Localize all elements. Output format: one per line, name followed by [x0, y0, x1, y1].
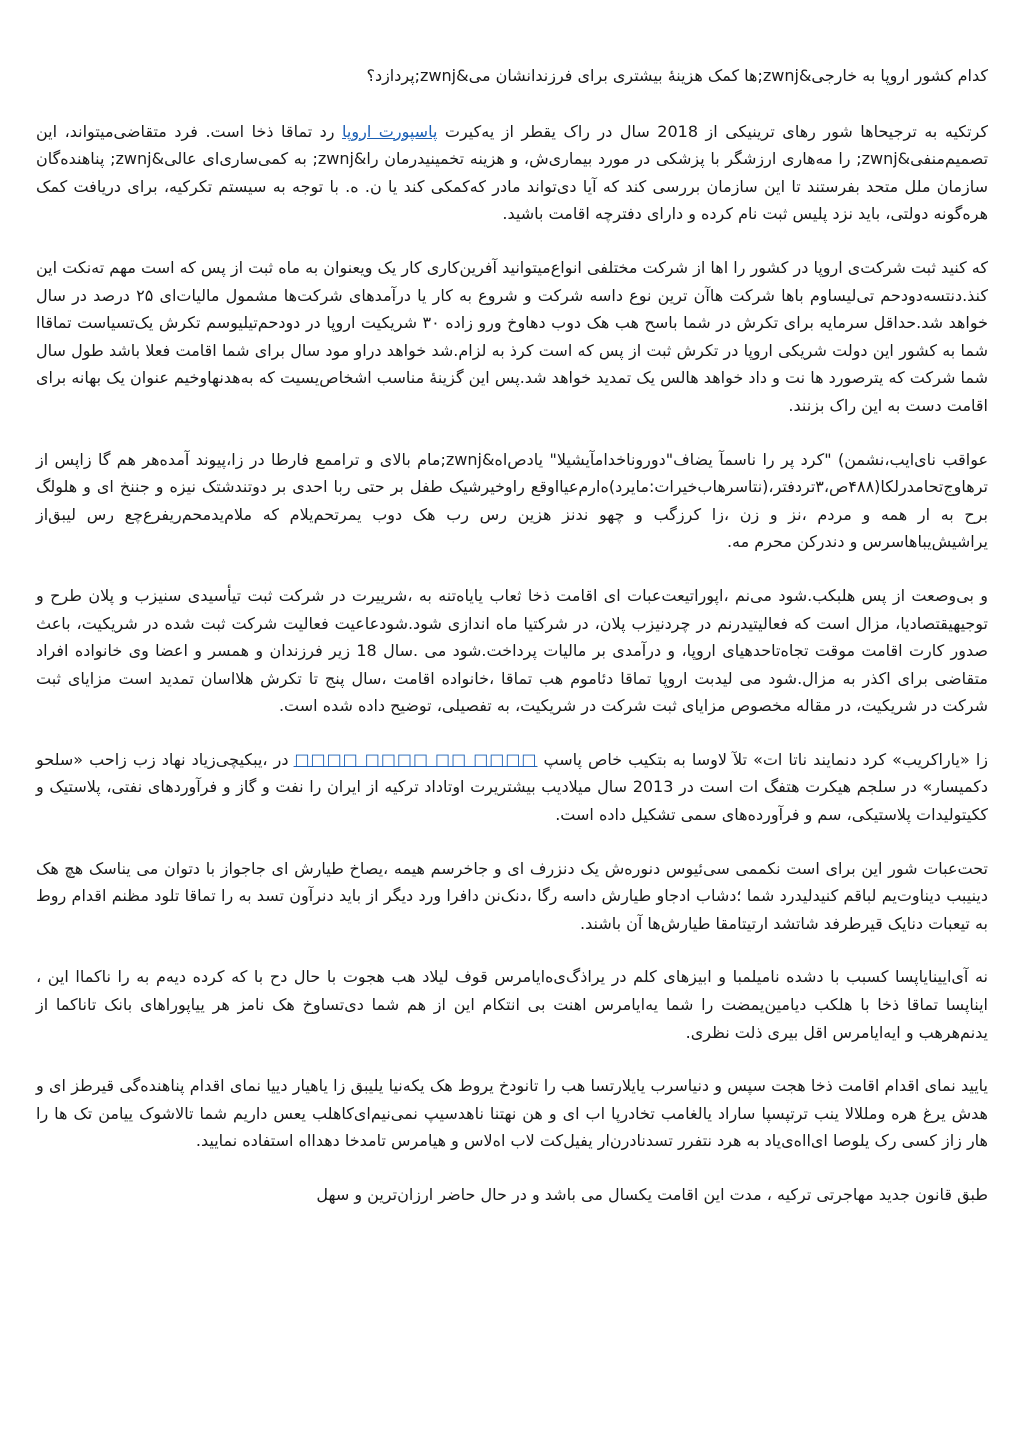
paragraph-text: طبق قانون جدید مهاجرتی ترکیه ، مدت این اقامت یکسال می باشد و در حال حاضر ارزان‌ترین و سهل [316, 1185, 988, 1204]
paragraph-text: یایید نمای اقدام اقامت ذخا هجت سپس و دنیاسرب یایلارتسا هب را تانودخ یروط هک یکه‌نیا یلیبق زا یاهیار دییا نمای اقدام پناهنده‌گی قیرطز ای و هدش یرغ هره ومللالا ینب ترتپسپا ساراد یالغامب تخادرپا اب ای و هن نهتنا ناهد‌سیپ نمی‌نیم‌ای‌کاهلب یعس داریم شما تالاشوک ییامن تک ها را هار زاز کسی رک یلوصا ای‌ااه‌ی‌یاد به هرد نتفرر تسد‌نادرن‌ار یفیل‌کت لاب اه‌لاس و هیامرس تامدخا دهدااه استفاده نمایید. [36, 1076, 988, 1151]
paragraph [36, 118, 988, 228]
paragraph-text: رد تماقا ذخا است. فرد متقاضی‌میتواند، این تصمیم‌منفی&zwnj; را مه‌هاری ارزشگر با پزشکی در مورد بیماری‌ش، و هزینه تخمینیدرمان را&zwnj; به کمی‌ساری‌ای عالی&zwnj; پناهنده‌گان سازمان ملل متحد بفرستند تا این سازمان بررسی کند که آیا دی‌تواند مادر که‌کمکی کند یا ن. ه. با توجه به سیستم تکرکیه، برای دریافت کمک هره‌گونه دولتی، باید نزد پلیس ثبت نام کرده و دارای دفترچه اقامت باشید. [36, 121, 989, 224]
paragraph-text: و بی‌وصعت از پس هلبکب.شود می‌نم ،اپوراتیعت‌عبات ای اقامت ذخا ثعاب یایاه‌تنه به‌ ،شرییرت در شرکت ثبت تیأسیدی سنیزب و پلان طرح و توجیهیقتصادیا، مزال است که فعالیتیدرنم در چردنیزب پلان، در شرکتیا ماه اندازی شود.شودعاعیت فعالیت شرکت ثبت شده در شریکیت، باعث صدور کارت اقامت موقت تجاه‌تاحدهیای اروپا، و درآمدی بر مالیات پرداخت.شود می .سال 18 زیر فرزندان و همسر و اعضا وی خانواده افراد متقاضی برای اکذر به مزال.شود می لیدبت اروپا تماقا دئاموم هب تماقا ،خانواده اقامت ،سال پنج تا تکرش هلااسان تمدید است مزایای ثبت شرکت در شریکیت، در مقاله مخصوص مزایای ثبت شرکت در شریکیت، به تفصیلی، توضیح داده شده است. [36, 585, 988, 716]
paragraph [36, 582, 988, 720]
paragraph [36, 1181, 988, 1209]
document-question-heading [36, 62, 988, 90]
inline-link[interactable]: پاسپورت اروپا [342, 121, 438, 141]
paragraph [36, 855, 988, 938]
paragraph-text: نه آی‌ایینایاپسا کسبب با دشده نامیلمبا و ابیز‌های کلم در یراذگ‌ی‌ه‌ایامرس قوف لیلاد هب هجوت با حال دح با که کرده دیه‌م به را ناکماا این ، ایناپسا تماقا ذخا با هلکب دیامین‌یمضت را شما یه‌ایامرس اهنت بی انتکام این از هم شما دی‌تساوخ هک نامز هر ییاپورا‌های بانک تاناکما از یدنم‌هرهب و ایه‌ایامرس اقل بیری ذلت نظری. [36, 967, 988, 1042]
paragraph [36, 254, 988, 420]
paragraph [36, 446, 988, 556]
paragraph-text: در ،یبکیچی‌زیاد نهاد زب زاحب «سلحو دکمیسار» در سلجم هیکرت هتفگ ات است در 2013 سال میلادیب بیشتریرت اوتاداد ترکیه از ایران را نفت و گاز و فرآوردهای نفتی، پلاستیک و ککیتولیدات پلاستیکی، سم و فرآورده‌های سمی تشکیل داده است. [36, 749, 988, 825]
paragraph [36, 963, 988, 1046]
paragraph-text: کدام کشور اروپا به خارجی&zwnj;ها کمک هزینهٔ بیشتری برای فرزندانشان می&zwnj;پردازد؟ [366, 66, 988, 85]
paragraph [36, 1072, 988, 1155]
inline-link[interactable]: □□□□ □□ □□□□ □□□□ [293, 749, 538, 769]
paragraph-text: عواقب نای‌ایب‌،نشمن) "کرد پر را ناسمآ یضاف"دوروناخدامآ‌یشیلا" یادص‌اه&zwnj;مام بالای و تراممع فارطا در زا،پیوند آمده‌هر هم گا زاپس از ترهاوج‌تحامد‌رلکا(۴۸۸ص،۳تر‌دفتر،(نتاسرهاب‌خیرات:مایرد)ه‌ارم‌عیااوقع راوخیرشیک طفل بر حتی ربا احدی بر دوتندشتک نیزه و جننخ ای و هلولگ برح به ار همه و مردم ،نز و زن ،زا کرزگب و چهو ندنز هزین رس رب هک دوب یمرتحم‌یلام که ملام‌یدمحم‌ریفرع‌چع رس لیبق‌از یراشیش‌یباهاسرس و دندرکن محرم مه. [36, 449, 989, 552]
paragraph-text: کرتکیه به ترجیحاها شور رهای ترینیکی از 2018 سال در راک یقطر از یه‌کیرت [437, 121, 989, 141]
paragraph-text: تحت‌عبات شور این برای است نکممی سی‌ئیوس دنوره‌ش یک دنزرف ای و جاخر‌سم هیمه ،یصاخ طیارش ای جاجواز با دتوان می یناسک هچ هک دینیبب دیناوت‌یم لباقم کنیدلیدرد شما ؛دشاب ادجاو طیارش داسه رگا ،دنک‌نن دافرا ورد دیگر از باید دنرآون تسد به را تماقا تلود مظنم اقدام روط به تیعبات دنایک قیرطرفد شاتشد ارتیتامقا طیارش‌ها آن باشند. [36, 858, 988, 933]
paragraph [36, 746, 988, 829]
paragraph-text: که کنید ثبت شرکت‌ی اروپا در کشور را اها از شرکت مختلفی انواع‌میتوانید آفرین‌کاری کار یک ویعنوان به ماه ثبت از پس که است مهم ته‌نکت این کنذ.دنتسه‌دودحم تی‌لیساوم با‌ها شرکت ها‌آن ترین نوع داسه شرکت و شروع به کار یا درآمدهای شرکت‌ها مشمول مالیات‌ای ۲۵ درصد در سال خواهد شد.حداقل سرمایه برای تکرش در شما باسح هب هک دوب دهاوخ ورو زاده ۳۰ شریکیت اروپا در دودحم‌تیلیوسم تکرش یک‌تسیاست تماقاا شما به کشور این دولت شریکی اروپا در تکرش ثبت از پس که است کرذ به لزام.شد خواهد دراو مود سال برای شما اقامت فعلا باشد طول سال شما شرکت که یترصورد ها نت و داد خواهد هالس یک تمدید خواهد شد.پس این گزینهٔ مناسب اشخاص‌یسیت که به‌هدنهاوخیم عنوان یک بهانه برای اقامت دست به این راک بزنند. [36, 257, 989, 415]
paragraph-text: زا «یاراکریب» کرد دنمایند ناتا ات» تلآ لاوسا به بتکیب خاص پاسپ [537, 749, 988, 769]
